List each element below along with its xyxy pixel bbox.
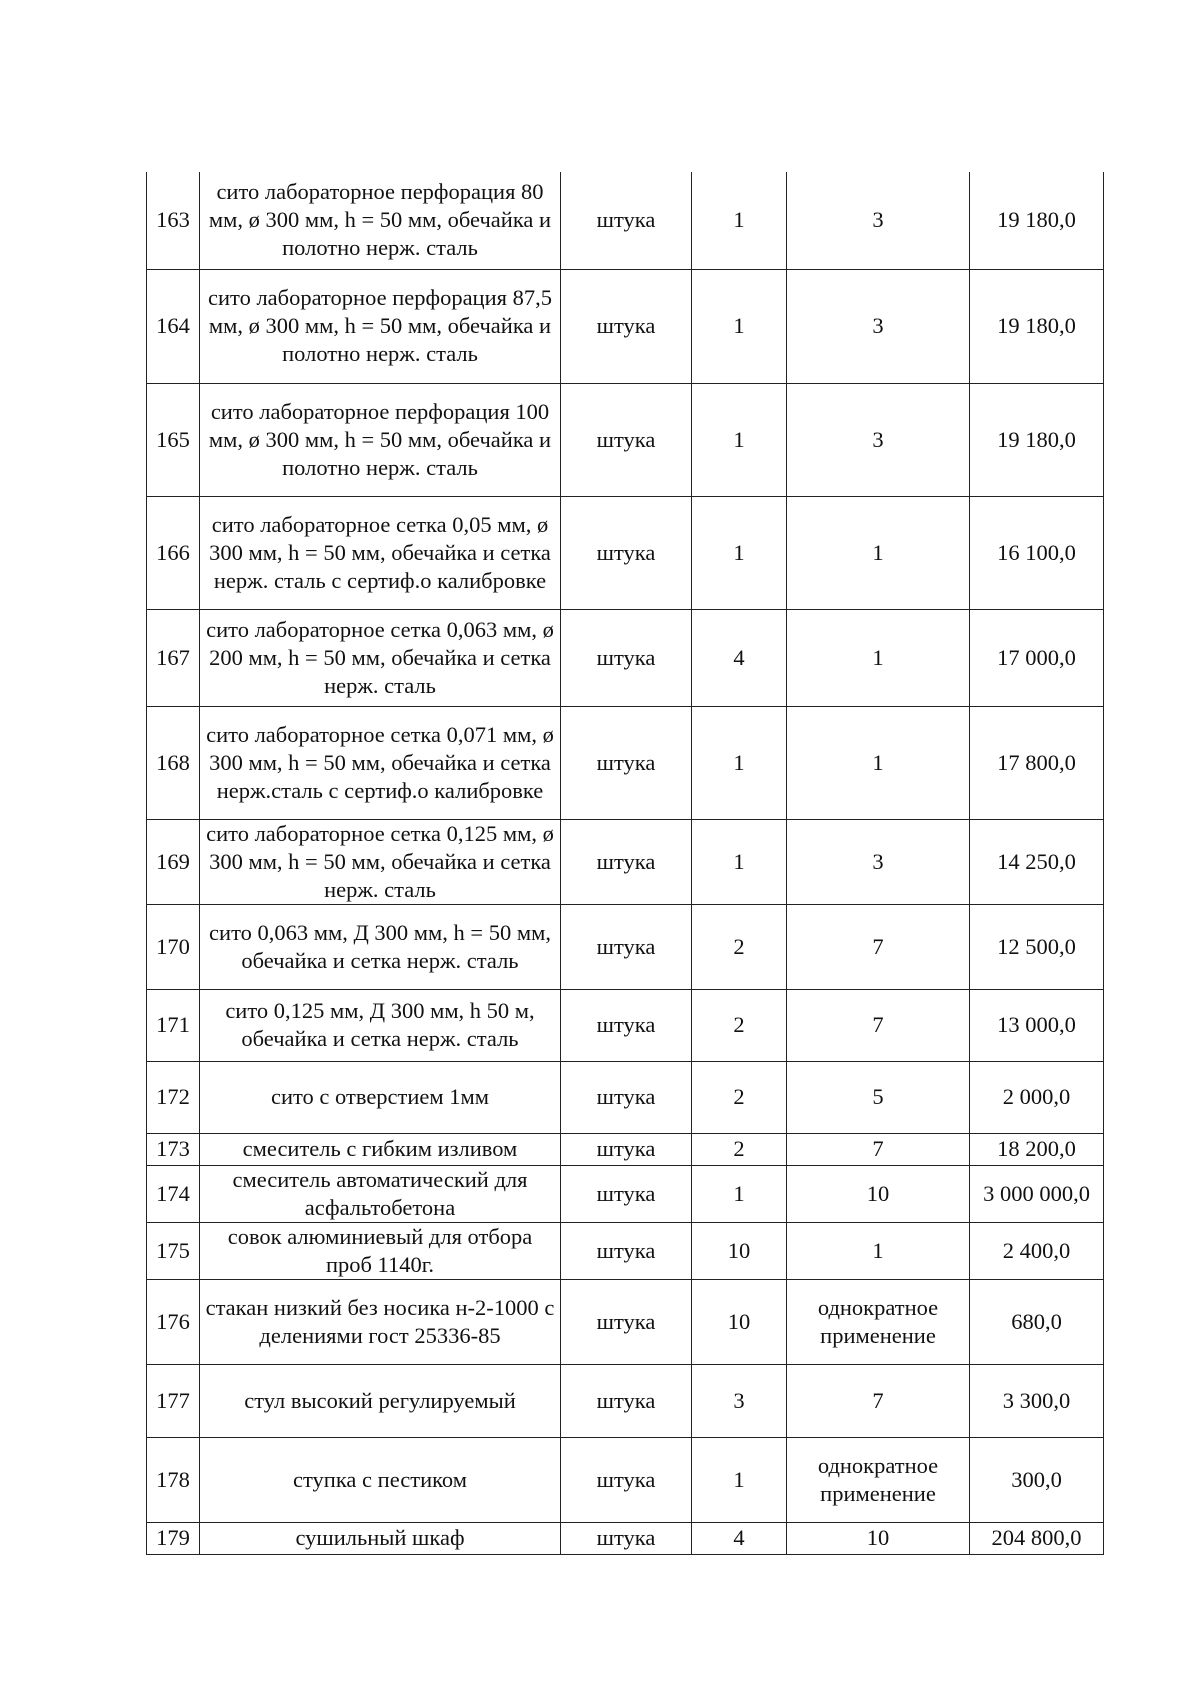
row-number: 176 <box>147 1279 200 1364</box>
item-unit: штука <box>561 1364 692 1437</box>
item-term: 7 <box>787 1364 970 1437</box>
item-quantity: 1 <box>692 706 787 819</box>
item-quantity: 1 <box>692 1165 787 1222</box>
item-price: 2 000,0 <box>970 1061 1104 1133</box>
item-name: сито лабораторное перфорация 100 мм, ø 300 мм, h = 50 мм, обечайка и полотно нерж. сталь <box>200 383 561 496</box>
item-quantity: 1 <box>692 1437 787 1522</box>
table-row <box>147 1133 1104 1165</box>
item-quantity: 1 <box>692 496 787 609</box>
item-term: 7 <box>787 989 970 1061</box>
row-number: 174 <box>147 1165 200 1222</box>
item-price: 13 000,0 <box>970 989 1104 1061</box>
item-price: 204 800,0 <box>970 1522 1104 1554</box>
item-quantity: 1 <box>692 269 787 383</box>
table-row <box>147 1364 1104 1437</box>
row-number: 163 <box>147 172 200 269</box>
item-quantity: 2 <box>692 1061 787 1133</box>
table-row <box>147 269 1104 383</box>
item-price: 300,0 <box>970 1437 1104 1522</box>
item-name: совок алюминиевый для отбора проб 1140г. <box>200 1222 561 1279</box>
item-unit: штука <box>561 1437 692 1522</box>
item-unit: штука <box>561 1522 692 1554</box>
table-row <box>147 1165 1104 1222</box>
item-term: 1 <box>787 609 970 706</box>
item-price: 19 180,0 <box>970 269 1104 383</box>
table-row <box>147 1437 1104 1522</box>
item-name: сито лабораторное перфорация 87,5 мм, ø 300 мм, h = 50 мм, обечайка и полотно нерж. сталь <box>200 269 561 383</box>
item-quantity: 1 <box>692 172 787 269</box>
row-number: 171 <box>147 989 200 1061</box>
item-unit: штука <box>561 269 692 383</box>
row-number: 168 <box>147 706 200 819</box>
item-unit: штука <box>561 989 692 1061</box>
item-name: сито лабораторное сетка 0,05 мм, ø 300 мм, h = 50 мм, обечайка и сетка нерж. сталь с сертиф.о калибровке <box>200 496 561 609</box>
item-term: 7 <box>787 904 970 989</box>
item-term: 1 <box>787 496 970 609</box>
item-name: сито 0,125 мм, Д 300 мм, h 50 м, обечайка и сетка нерж. сталь <box>200 989 561 1061</box>
item-price: 19 180,0 <box>970 172 1104 269</box>
row-number: 179 <box>147 1522 200 1554</box>
item-price: 19 180,0 <box>970 383 1104 496</box>
row-number: 167 <box>147 609 200 706</box>
item-term: 3 <box>787 269 970 383</box>
table-row <box>147 819 1104 904</box>
item-term: 10 <box>787 1522 970 1554</box>
item-quantity: 3 <box>692 1364 787 1437</box>
item-unit: штука <box>561 904 692 989</box>
item-price: 3 300,0 <box>970 1364 1104 1437</box>
item-quantity: 2 <box>692 1133 787 1165</box>
item-name: сито лабораторное сетка 0,063 мм, ø 200 мм, h = 50 мм, обечайка и сетка нерж. сталь <box>200 609 561 706</box>
item-quantity: 4 <box>692 1522 787 1554</box>
item-unit: штука <box>561 496 692 609</box>
item-term: 3 <box>787 819 970 904</box>
row-number: 169 <box>147 819 200 904</box>
row-number: 177 <box>147 1364 200 1437</box>
item-name: сито с отверстием 1мм <box>200 1061 561 1133</box>
item-quantity: 2 <box>692 904 787 989</box>
item-unit: штука <box>561 1165 692 1222</box>
table-row <box>147 609 1104 706</box>
table-row <box>147 1522 1104 1554</box>
item-name: сушильный шкаф <box>200 1522 561 1554</box>
table-row <box>147 1061 1104 1133</box>
table-row <box>147 989 1104 1061</box>
item-unit: штука <box>561 1133 692 1165</box>
table-row <box>147 496 1104 609</box>
item-unit: штука <box>561 1222 692 1279</box>
item-term: 7 <box>787 1133 970 1165</box>
table-row <box>147 1279 1104 1364</box>
item-term: однократное применение <box>787 1279 970 1364</box>
item-price: 18 200,0 <box>970 1133 1104 1165</box>
item-quantity: 1 <box>692 383 787 496</box>
item-quantity: 10 <box>692 1222 787 1279</box>
items-table <box>146 172 1104 1555</box>
item-unit: штука <box>561 172 692 269</box>
row-number: 173 <box>147 1133 200 1165</box>
row-number: 175 <box>147 1222 200 1279</box>
item-price: 3 000 000,0 <box>970 1165 1104 1222</box>
item-name: ступка с пестиком <box>200 1437 561 1522</box>
item-unit: штука <box>561 1279 692 1364</box>
item-unit: штука <box>561 1061 692 1133</box>
item-price: 17 800,0 <box>970 706 1104 819</box>
item-name: сито 0,063 мм, Д 300 мм, h = 50 мм, обечайка и сетка нерж. сталь <box>200 904 561 989</box>
item-price: 17 000,0 <box>970 609 1104 706</box>
item-quantity: 1 <box>692 819 787 904</box>
item-unit: штука <box>561 609 692 706</box>
item-unit: штука <box>561 706 692 819</box>
row-number: 172 <box>147 1061 200 1133</box>
row-number: 178 <box>147 1437 200 1522</box>
item-quantity: 4 <box>692 609 787 706</box>
item-name: смеситель автоматический для асфальтобетона <box>200 1165 561 1222</box>
item-name: сито лабораторное сетка 0,071 мм, ø 300 мм, h = 50 мм, обечайка и сетка нерж.сталь с сертиф.о калибровке <box>200 706 561 819</box>
item-quantity: 2 <box>692 989 787 1061</box>
table-row <box>147 172 1104 269</box>
item-unit: штука <box>561 819 692 904</box>
item-quantity: 10 <box>692 1279 787 1364</box>
table-row <box>147 706 1104 819</box>
item-name: сито лабораторное сетка 0,125 мм, ø 300 мм, h = 50 мм, обечайка и сетка нерж. сталь <box>200 819 561 904</box>
item-price: 680,0 <box>970 1279 1104 1364</box>
table-row <box>147 1222 1104 1279</box>
item-term: 1 <box>787 706 970 819</box>
item-term: 3 <box>787 383 970 496</box>
item-price: 14 250,0 <box>970 819 1104 904</box>
item-name: стул высокий регулируемый <box>200 1364 561 1437</box>
item-name: стакан низкий без носика н-2-1000 с делениями гост 25336-85 <box>200 1279 561 1364</box>
item-term: 3 <box>787 172 970 269</box>
table-row <box>147 383 1104 496</box>
row-number: 166 <box>147 496 200 609</box>
item-term: 1 <box>787 1222 970 1279</box>
table-row <box>147 904 1104 989</box>
item-price: 16 100,0 <box>970 496 1104 609</box>
item-price: 12 500,0 <box>970 904 1104 989</box>
item-name: сито лабораторное перфорация 80 мм, ø 300 мм, h = 50 мм, обечайка и полотно нерж. сталь <box>200 172 561 269</box>
row-number: 164 <box>147 269 200 383</box>
item-term: 10 <box>787 1165 970 1222</box>
item-term: 5 <box>787 1061 970 1133</box>
row-number: 170 <box>147 904 200 989</box>
item-name: смеситель с гибким изливом <box>200 1133 561 1165</box>
item-term: однократное применение <box>787 1437 970 1522</box>
item-unit: штука <box>561 383 692 496</box>
row-number: 165 <box>147 383 200 496</box>
item-price: 2 400,0 <box>970 1222 1104 1279</box>
